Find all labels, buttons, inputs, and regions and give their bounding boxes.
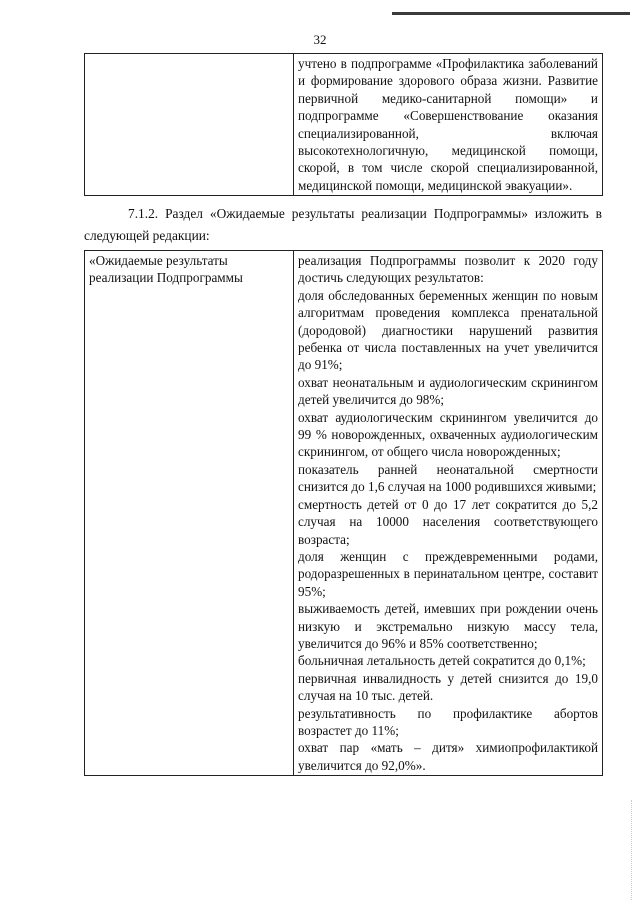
continuation-left-cell	[85, 54, 294, 196]
table-row	[85, 54, 603, 196]
result-item: смертность детей от 0 до 17 лет сократится до 5,2 случая на 10000 населения соответствующего возраста;	[298, 496, 598, 547]
result-item: больничная летальность детей сократится до 0,1%;	[298, 653, 586, 669]
result-item: показатель ранней неонатальной смертности снизится до 1,6 случая на 1000 родившихся живыми;	[298, 461, 598, 495]
result-item: доля женщин с преждевременными родами, родоразрешенных в перинатальном центре, составит 95%;	[298, 548, 598, 599]
scan-margin-artifact	[631, 800, 640, 900]
continuation-table	[84, 53, 603, 196]
result-item: результативность по профилактике абортов возрастет до 11%;	[298, 705, 598, 738]
results-heading-cell: «Ожидаемые результаты реализации Подпрограммы	[85, 251, 294, 776]
result-item: доля обследованных беременных женщин по новым алгоритмам проведения комплекса пренатальной (дородовой) диагностики нарушений развития ребенка от числа поставленных на учет увеличится до 91%;	[298, 287, 598, 373]
continuation-right-cell: учтено в подпрограмме «Профилактика заболеваний и формирование здорового образа жизни. Развитие первичной медико-санитарной помощи» и подпрограмме «Совершенствование оказания специализированной, включая высокотехнологичную, медицинской помощи, скорой, в том числе скорой специализированной, медицинской помощи, медицинской эвакуации».	[294, 54, 603, 196]
result-item: охват неонатальным и аудиологическим скринингом детей увеличится до 98%;	[298, 374, 598, 408]
result-item: реализация Подпрограммы позволит к 2020 году достичь следующих результатов:	[298, 253, 598, 286]
result-item: первичная инвалидность у детей снизится до 19,0 случая на 10 тыс. детей.	[298, 670, 598, 704]
table-row	[85, 251, 603, 776]
results-table	[84, 250, 603, 776]
results-items-cell	[294, 251, 603, 776]
section-paragraph: 7.1.2. Раздел «Ожидаемые результаты реализации Подпрограммы» изложить в следующей редакции:	[84, 206, 602, 243]
page-number: 32	[313, 32, 327, 47]
result-item: охват пар «мать – дитя» химиопрофилактикой увеличится до 92,0%».	[298, 740, 598, 773]
header-rule	[392, 12, 630, 15]
result-item: выживаемость детей, имевших при рождении очень низкую и экстремально низкую массу тела, увеличится до 96% и 85% соответственно;	[298, 601, 598, 651]
result-item: охват аудиологическим скринингом увеличится до 99 % новорожденных, охваченных аудиологическим скринингом, от общего числа новорожденных;	[298, 409, 598, 460]
